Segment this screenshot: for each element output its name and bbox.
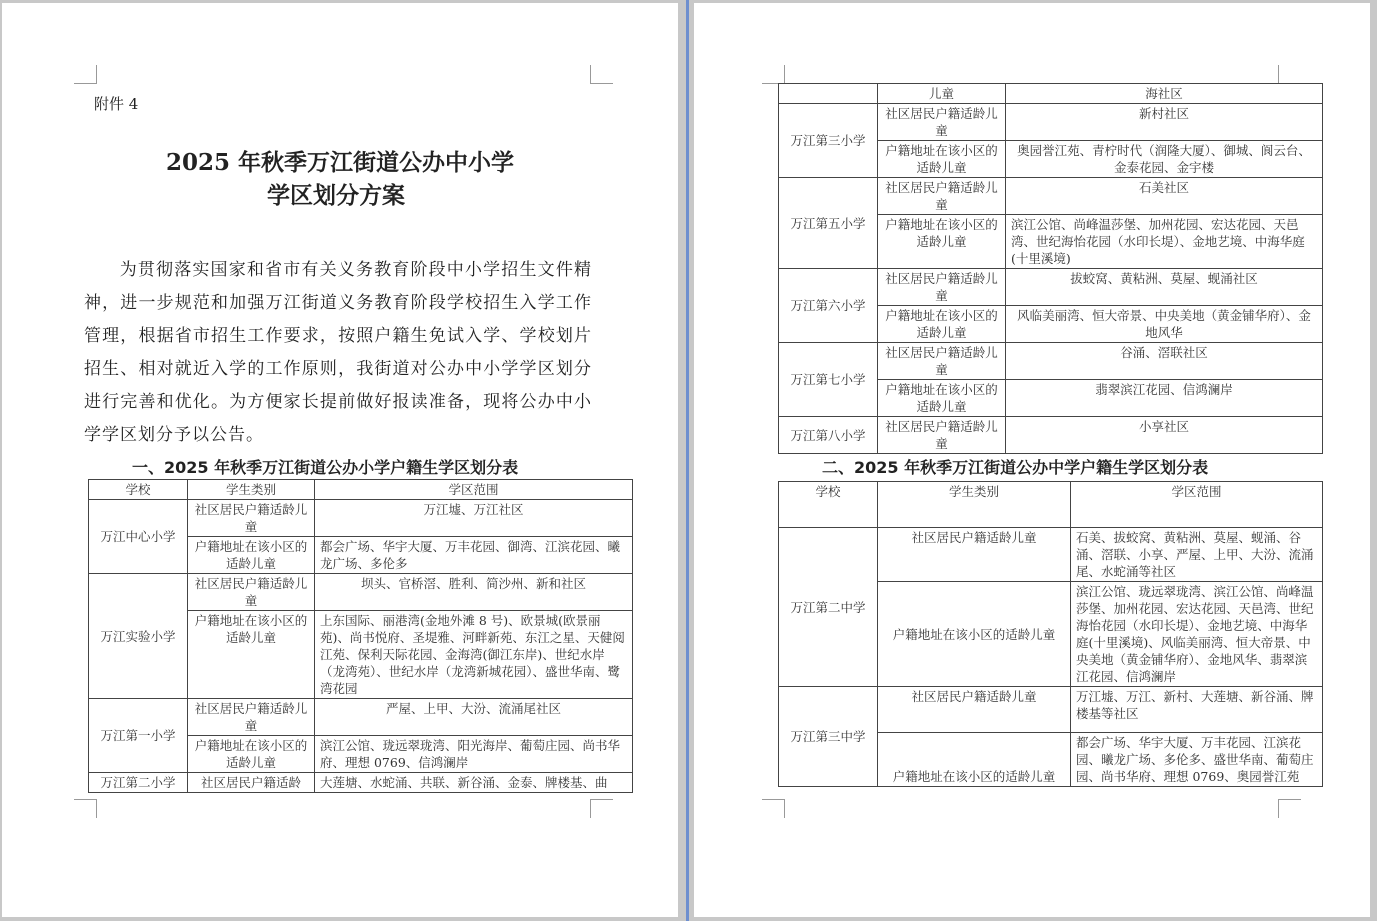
school-name: 万江第五小学 bbox=[779, 178, 878, 269]
school-name: 万江第八小学 bbox=[779, 417, 878, 454]
crop-mark bbox=[590, 65, 613, 84]
district-area: 滨江公馆、珑远翠珑湾、滨江公馆、尚峰温莎堡、加州花园、宏达花园、天邑湾、世纪海怡花园（水印长堤）、金地艺境、中海华庭(十里溪境)、风临美丽湾、恒大帝景、中央美地（黄金铺华府）、金地风华、翡翠滨江花园、信鸿澜岸 bbox=[1071, 582, 1323, 687]
district-area: 坝头、官桥滘、胜利、简沙州、新和社区 bbox=[315, 574, 633, 611]
table-row bbox=[779, 104, 1323, 141]
school-name: 万江第七小学 bbox=[779, 343, 878, 417]
district-area: 滨江公馆、珑远翠珑湾、阳光海岸、葡萄庄园、尚书华府、理想 0769、信鸿澜岸 bbox=[315, 736, 633, 773]
header-school: 学校 bbox=[779, 482, 878, 528]
table-row bbox=[779, 269, 1323, 306]
header-school: 学校 bbox=[89, 480, 188, 500]
student-category: 社区居民户籍适龄儿童 bbox=[878, 269, 1006, 306]
student-category: 社区居民户籍适龄儿童 bbox=[878, 687, 1071, 733]
district-area: 小享社区 bbox=[1006, 417, 1323, 454]
table-row bbox=[89, 699, 633, 736]
district-area: 万江墟、万江、新村、大莲塘、新谷涌、牌楼基等社区 bbox=[1071, 687, 1323, 733]
student-category: 社区居民户籍适龄儿童 bbox=[188, 699, 315, 736]
school-name: 万江第一小学 bbox=[89, 699, 188, 773]
student-category: 户籍地址在该小区的适龄儿童 bbox=[878, 380, 1006, 417]
student-category: 儿童 bbox=[878, 84, 1006, 104]
school-name bbox=[779, 84, 878, 104]
section2-title: 二、2025 年秋季万江街道公办中学户籍生学区划分表 bbox=[822, 458, 1209, 477]
crop-mark bbox=[762, 65, 785, 84]
crop-mark bbox=[74, 799, 97, 818]
student-category: 社区居民户籍适龄儿童 bbox=[878, 104, 1006, 141]
student-category: 户籍地址在该小区的适龄儿童 bbox=[188, 736, 315, 773]
district-area: 严屋、上甲、大汾、流涌尾社区 bbox=[315, 699, 633, 736]
student-category: 户籍地址在该小区的适龄儿童 bbox=[878, 306, 1006, 343]
crop-mark bbox=[74, 65, 97, 84]
primary-school-table bbox=[88, 479, 633, 793]
student-category: 社区居民户籍适龄儿童 bbox=[878, 343, 1006, 380]
crop-mark bbox=[1278, 799, 1301, 818]
student-category: 社区居民户籍适龄儿童 bbox=[188, 500, 315, 537]
table-header-row bbox=[779, 482, 1323, 528]
district-area: 石美、拔蛟窝、黄粘洲、莫屋、蚬涌、谷涌、滘联、小享、严屋、上甲、大汾、流涌尾、水蛇涌等社区 bbox=[1071, 528, 1323, 582]
header-area: 学区范围 bbox=[1071, 482, 1323, 528]
district-area: 都会广场、华宇大厦、万丰花园、江滨花园、曦龙广场、多伦多、盛世华南、葡萄庄园、尚书华府、理想 0769、奥园誉江苑 bbox=[1071, 733, 1323, 787]
crop-mark bbox=[1278, 65, 1301, 84]
district-area: 滨江公馆、尚峰温莎堡、加州花园、宏达花园、天邑湾、世纪海怡花园（水印长堤）、金地艺境、中海华庭(十里溪境) bbox=[1006, 215, 1323, 269]
district-area: 都会广场、华宇大厦、万丰花园、御湾、江滨花园、曦龙广场、多伦多 bbox=[315, 537, 633, 574]
table-row bbox=[779, 178, 1323, 215]
student-category: 户籍地址在该小区的适龄儿童 bbox=[878, 141, 1006, 178]
table-row bbox=[779, 343, 1323, 380]
table-row bbox=[779, 417, 1323, 454]
district-area: 翡翠滨江花园、信鸿澜岸 bbox=[1006, 380, 1323, 417]
school-name: 万江实验小学 bbox=[89, 574, 188, 699]
table-row bbox=[779, 687, 1323, 733]
student-category: 户籍地址在该小区的适龄儿童 bbox=[878, 582, 1071, 687]
student-category: 社区居民户籍适龄儿童 bbox=[878, 178, 1006, 215]
district-area: 上东国际、丽港湾(金地外滩 8 号)、欧景城(欧景丽苑)、尚书悦府、圣堤雅、河畔新苑、东江之星、天健阅江苑、保利天际花园、金海湾(御江东岸)、世纪水岸（龙湾苑）、世纪水岸（龙湾新城花园）、盛世华南、鹭湾花园 bbox=[315, 611, 633, 699]
student-category: 社区居民户籍适龄儿童 bbox=[878, 528, 1071, 582]
district-area: 大莲塘、水蛇涌、共联、新谷涌、金泰、牌楼基、曲 bbox=[315, 773, 633, 793]
table-row bbox=[779, 528, 1323, 582]
middle-school-table bbox=[778, 481, 1323, 787]
district-area: 风临美丽湾、恒大帝景、中央美地（黄金铺华府）、金地风华 bbox=[1006, 306, 1323, 343]
school-name: 万江第二中学 bbox=[779, 528, 878, 687]
student-category: 社区居民户籍适龄 bbox=[188, 773, 315, 793]
document-title-line2: 学区划分方案 bbox=[267, 182, 405, 209]
primary-school-table-continued bbox=[778, 83, 1323, 454]
student-category: 户籍地址在该小区的适龄儿童 bbox=[878, 215, 1006, 269]
student-category: 社区居民户籍适龄儿童 bbox=[878, 417, 1006, 454]
district-area: 海社区 bbox=[1006, 84, 1323, 104]
attachment-label: 附件 4 bbox=[94, 95, 139, 113]
page-separator bbox=[686, 0, 689, 921]
district-area: 拔蛟窝、黄粘洲、莫屋、蚬涌社区 bbox=[1006, 269, 1323, 306]
district-area: 谷涌、滘联社区 bbox=[1006, 343, 1323, 380]
table-row bbox=[89, 574, 633, 611]
school-name: 万江第三中学 bbox=[779, 687, 878, 787]
district-area: 石美社区 bbox=[1006, 178, 1323, 215]
section1-title: 一、2025 年秋季万江街道公办小学户籍生学区划分表 bbox=[132, 458, 519, 477]
crop-mark bbox=[762, 799, 785, 818]
school-name: 万江第三小学 bbox=[779, 104, 878, 178]
crop-mark bbox=[590, 799, 613, 818]
header-category: 学生类别 bbox=[878, 482, 1071, 528]
student-category: 户籍地址在该小区的适龄儿童 bbox=[878, 733, 1071, 787]
document-title-line1: 2025 年秋季万江街道公办中小学 bbox=[165, 149, 515, 176]
student-category: 户籍地址在该小区的适龄儿童 bbox=[188, 611, 315, 699]
header-category: 学生类别 bbox=[188, 480, 315, 500]
district-area: 奥园誉江苑、青柠时代（润隆大厦）、御城、阆云台、金泰花园、金宇楼 bbox=[1006, 141, 1323, 178]
table-header-row bbox=[89, 480, 633, 500]
school-name: 万江中心小学 bbox=[89, 500, 188, 574]
table-row bbox=[89, 500, 633, 537]
student-category: 户籍地址在该小区的适龄儿童 bbox=[188, 537, 315, 574]
school-name: 万江第二小学 bbox=[89, 773, 188, 793]
table-row bbox=[89, 773, 633, 793]
district-area: 新村社区 bbox=[1006, 104, 1323, 141]
document-page-right bbox=[694, 3, 1370, 917]
document-page-left bbox=[2, 3, 678, 917]
header-area: 学区范围 bbox=[315, 480, 633, 500]
student-category: 社区居民户籍适龄儿童 bbox=[188, 574, 315, 611]
intro-paragraph: 为贯彻落实国家和省市有关义务教育阶段中小学招生文件精神，进一步规范和加强万江街道义务教育阶段学校招生入学工作管理，根据省市招生工作要求，按照户籍生免试入学、学校划片招生、相对就近入学的工作原则，我街道对公办中小学学区划分进行完善和优化。为方便家长提前做好报读准备，现将公办中小学学区划分予以公告。 bbox=[84, 260, 592, 445]
school-name: 万江第六小学 bbox=[779, 269, 878, 343]
district-area: 万江墟、万江社区 bbox=[315, 500, 633, 537]
table-row bbox=[779, 84, 1323, 104]
